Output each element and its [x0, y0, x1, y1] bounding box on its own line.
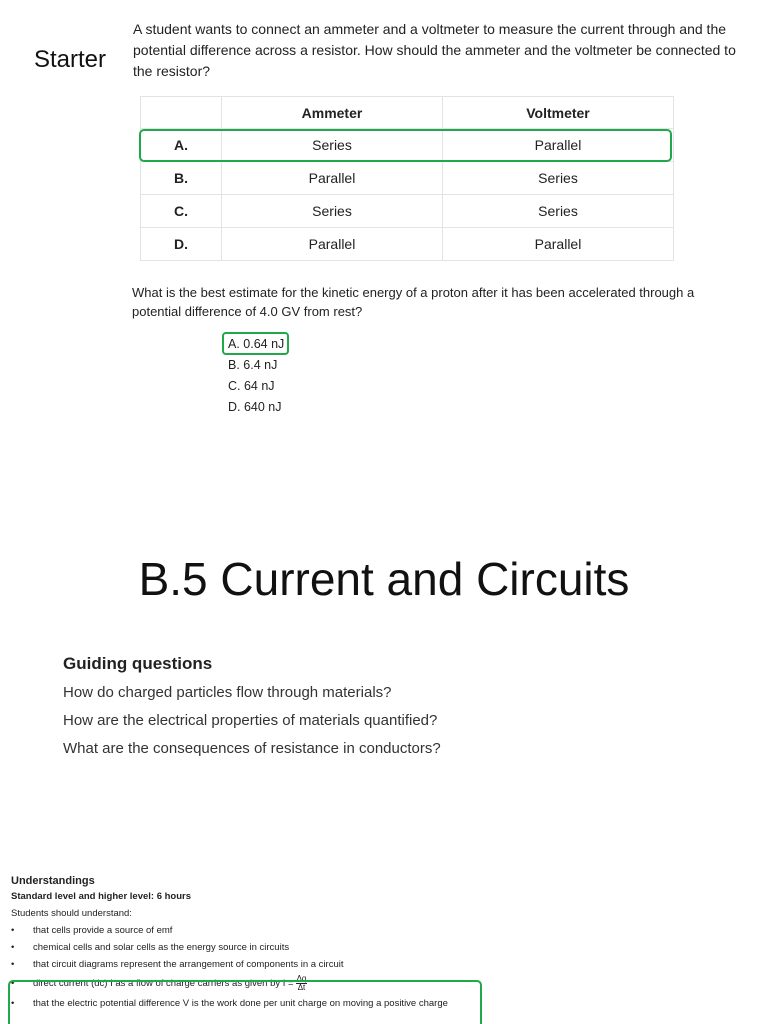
guiding-question: How do charged particles flow through materials? — [63, 684, 392, 701]
guiding-questions-list — [63, 679, 441, 763]
table-cell-ammeter: Parallel — [222, 162, 443, 195]
table-cell-voltmeter: Series — [443, 195, 674, 228]
table-row — [141, 162, 674, 195]
table-cell-voltmeter: Parallel — [443, 129, 674, 162]
list-item-text: chemical cells and solar cells as the energy source in circuits — [33, 942, 290, 953]
starter-label: Starter — [34, 46, 107, 73]
formula-numerator: Δq — [296, 973, 307, 983]
table-cell-option: A. — [141, 129, 222, 162]
formula-denominator: Δt — [297, 982, 306, 992]
option-b: B. 6.4 nJ — [228, 358, 278, 372]
question-1-text: A student wants to connect an ammeter and a voltmeter to measure the current through and the potential difference across a resistor. How should the ammeter and the voltmeter be connected to the resistor? — [133, 21, 736, 79]
answer-table — [140, 96, 674, 261]
table-header-option — [141, 97, 222, 129]
table-cell-ammeter: Series — [222, 129, 443, 162]
guiding-question: What are the consequences of resistance in conductors? — [63, 740, 441, 757]
option-highlight-box — [222, 332, 289, 355]
table-cell-voltmeter: Parallel — [443, 228, 674, 261]
bullet-icon: • — [11, 978, 15, 989]
answer-highlight-box — [139, 129, 672, 162]
understandings-highlight-box — [8, 980, 482, 1024]
understandings-heading: Understandings — [11, 875, 95, 887]
table-row — [141, 195, 674, 228]
list-item — [11, 956, 751, 973]
option-c: C. 64 nJ — [228, 379, 275, 393]
table-cell-ammeter: Series — [222, 195, 443, 228]
option-a: A. 0.64 nJ — [228, 337, 285, 351]
understandings-level: Standard level and higher level: 6 hours — [11, 891, 192, 902]
bullet-icon: • — [11, 925, 15, 936]
bullet-icon: • — [11, 942, 15, 953]
list-item-text: that cells provide a source of emf — [33, 925, 173, 936]
table-cell-ammeter: Parallel — [222, 228, 443, 261]
list-item-text: that circuit diagrams represent the arrangement of components in a circuit — [33, 959, 344, 970]
understandings-intro: Students should understand: — [11, 908, 132, 919]
table-cell-option: C. — [141, 195, 222, 228]
list-item — [11, 939, 751, 956]
table-cell-option: B. — [141, 162, 222, 195]
table-header-row — [141, 97, 674, 129]
table-cell-voltmeter: Series — [443, 162, 674, 195]
guiding-question: How are the electrical properties of materials quantified? — [63, 712, 438, 729]
list-item — [11, 922, 751, 939]
table-cell-option: D. — [141, 228, 222, 261]
list-item-text: direct current (dc) I as a flow of charge carriers as given by I = — [33, 978, 294, 989]
table-header-voltmeter: Voltmeter — [443, 97, 674, 129]
page-title: B.5 Current and Circuits — [138, 553, 630, 605]
option-d: D. 640 nJ — [228, 400, 282, 414]
table-header-ammeter: Ammeter — [222, 97, 443, 129]
bullet-icon: • — [11, 998, 15, 1009]
guiding-questions-heading: Guiding questions — [63, 654, 213, 673]
bullet-icon: • — [11, 959, 15, 970]
table-row — [141, 228, 674, 261]
list-item-text: that the electric potential difference V is the work done per unit charge on moving a positive charge — [33, 998, 448, 1009]
question-2-text: What is the best estimate for the kinetic energy of a proton after it has been accelerated through a potential difference of 4.0 GV from rest? — [132, 285, 695, 319]
